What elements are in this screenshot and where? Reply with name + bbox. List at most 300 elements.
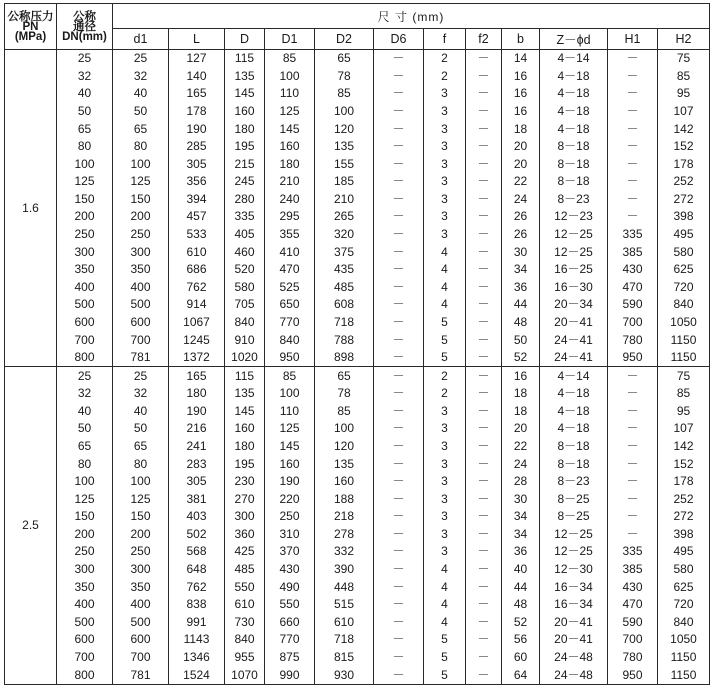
dn-value: 200: [57, 208, 113, 226]
dimension-cell: 12－25: [540, 526, 608, 544]
dimension-cell: 145: [265, 438, 315, 456]
dn-value: 300: [57, 561, 113, 579]
dimension-cell: 8－18: [540, 455, 608, 473]
table-row: [5, 314, 710, 332]
table-row: [5, 561, 710, 579]
dimension-cell: 135: [225, 385, 265, 403]
dimension-cell: 720: [658, 596, 710, 614]
dimension-cell: 20－34: [540, 296, 608, 314]
dimension-cell: 65: [315, 367, 374, 385]
column-header: D6: [374, 29, 424, 50]
dimension-cell: 398: [658, 208, 710, 226]
pn-value: 1.6: [5, 50, 57, 367]
dimension-cell: 4: [424, 261, 466, 279]
dimension-cell: 44: [502, 578, 540, 596]
dimension-cell: 3: [424, 473, 466, 491]
flange-dimension-table: [4, 3, 710, 685]
header-dimensions: 尺 寸 (mm): [113, 4, 710, 29]
dimension-cell: 1070: [225, 666, 265, 684]
dimension-cell: 18: [502, 403, 540, 421]
dimension-cell: －: [374, 85, 424, 103]
dimension-cell: 394: [169, 191, 225, 209]
dimension-cell: 152: [658, 138, 710, 156]
dimension-cell: 220: [265, 490, 315, 508]
dimension-cell: 115: [225, 50, 265, 68]
dimension-cell: 100: [265, 385, 315, 403]
dimension-cell: 470: [265, 261, 315, 279]
dimension-cell: 241: [169, 438, 225, 456]
dimension-cell: 350: [113, 261, 169, 279]
dimension-cell: 16: [502, 367, 540, 385]
dimension-cell: 20: [502, 420, 540, 438]
dimension-cell: 648: [169, 561, 225, 579]
dimension-cell: 1050: [658, 314, 710, 332]
dimension-cell: 216: [169, 420, 225, 438]
dimension-cell: －: [374, 50, 424, 68]
dn-value: 150: [57, 508, 113, 526]
dimension-cell: 781: [113, 349, 169, 367]
dimension-cell: －: [374, 314, 424, 332]
dimension-cell: －: [608, 50, 658, 68]
dimension-cell: －: [466, 279, 502, 297]
dn-value: 350: [57, 578, 113, 596]
dimension-cell: －: [374, 455, 424, 473]
column-header: f2: [466, 29, 502, 50]
dimension-cell: 20: [502, 155, 540, 173]
dimension-cell: 85: [315, 403, 374, 421]
dimension-cell: －: [466, 85, 502, 103]
dn-value: 65: [57, 120, 113, 138]
dimension-cell: －: [374, 403, 424, 421]
dn-value: 800: [57, 349, 113, 367]
dimension-cell: －: [608, 191, 658, 209]
dimension-cell: 180: [265, 155, 315, 173]
dimension-cell: 390: [315, 561, 374, 579]
dimension-cell: 12－23: [540, 208, 608, 226]
header-dn-line1: 公称: [73, 10, 96, 23]
dimension-cell: 110: [265, 85, 315, 103]
dimension-cell: 142: [658, 120, 710, 138]
dimension-cell: －: [374, 120, 424, 138]
dn-value: 40: [57, 85, 113, 103]
dimension-cell: －: [466, 561, 502, 579]
header-dn-line3: DN(mm): [62, 30, 107, 43]
dimension-cell: 4: [424, 243, 466, 261]
dimension-cell: －: [374, 103, 424, 121]
table-row: [5, 349, 710, 367]
dimension-cell: －: [374, 296, 424, 314]
dimension-cell: 8－25: [540, 508, 608, 526]
dimension-cell: －: [466, 226, 502, 244]
dimension-cell: 36: [502, 279, 540, 297]
dn-value: 400: [57, 279, 113, 297]
dn-value: 125: [57, 173, 113, 191]
dimension-cell: －: [466, 191, 502, 209]
dimension-cell: 700: [113, 649, 169, 667]
dimension-cell: 34: [502, 526, 540, 544]
dimension-cell: －: [466, 403, 502, 421]
dimension-cell: 590: [608, 614, 658, 632]
dimension-cell: 95: [658, 85, 710, 103]
dimension-cell: 85: [658, 385, 710, 403]
dimension-cell: 470: [608, 279, 658, 297]
dimension-cell: 4－18: [540, 385, 608, 403]
dimension-cell: －: [466, 490, 502, 508]
dimension-cell: 8－25: [540, 490, 608, 508]
table-row: [5, 331, 710, 349]
dimension-cell: 190: [265, 473, 315, 491]
dimension-cell: 20－41: [540, 614, 608, 632]
dimension-cell: －: [466, 296, 502, 314]
dimension-cell: 85: [265, 367, 315, 385]
dimension-cell: －: [466, 385, 502, 403]
dimension-cell: －: [466, 243, 502, 261]
dimension-cell: 95: [658, 403, 710, 421]
dimension-cell: 660: [265, 614, 315, 632]
dimension-cell: 300: [113, 561, 169, 579]
dimension-cell: 930: [315, 666, 374, 684]
dimension-cell: 215: [225, 155, 265, 173]
dimension-cell: 3: [424, 455, 466, 473]
dimension-cell: 385: [608, 243, 658, 261]
dimension-cell: 125: [113, 173, 169, 191]
dimension-cell: －: [374, 138, 424, 156]
dimension-cell: 80: [113, 138, 169, 156]
dn-value: 25: [57, 50, 113, 68]
dimension-cell: 145: [265, 120, 315, 138]
dimension-cell: 320: [315, 226, 374, 244]
dimension-cell: －: [374, 208, 424, 226]
dimension-cell: 75: [658, 367, 710, 385]
dn-value: 50: [57, 420, 113, 438]
dimension-cell: －: [374, 508, 424, 526]
header-dn: [57, 4, 113, 50]
dimension-cell: 400: [113, 279, 169, 297]
dn-value: 300: [57, 243, 113, 261]
dimension-cell: 4: [424, 561, 466, 579]
dimension-cell: －: [466, 208, 502, 226]
dimension-cell: 24: [502, 191, 540, 209]
dimension-cell: 100: [265, 68, 315, 86]
dimension-cell: 218: [315, 508, 374, 526]
dimension-cell: 838: [169, 596, 225, 614]
dimension-cell: －: [608, 68, 658, 86]
dimension-cell: 310: [265, 526, 315, 544]
dn-value: 600: [57, 631, 113, 649]
dimension-cell: 5: [424, 331, 466, 349]
dimension-cell: 150: [113, 508, 169, 526]
dimension-cell: 16－30: [540, 279, 608, 297]
dimension-cell: －: [374, 666, 424, 684]
dimension-cell: 305: [169, 473, 225, 491]
dimension-cell: 16－25: [540, 261, 608, 279]
dimension-cell: 5: [424, 349, 466, 367]
dimension-cell: 950: [608, 666, 658, 684]
dimension-cell: 400: [113, 596, 169, 614]
table-row: [5, 50, 710, 68]
dimension-cell: 283: [169, 455, 225, 473]
dimension-cell: 28: [502, 473, 540, 491]
dn-value: 200: [57, 526, 113, 544]
dimension-cell: 44: [502, 296, 540, 314]
dimension-cell: 180: [225, 120, 265, 138]
dimension-cell: 335: [608, 226, 658, 244]
dimension-cell: 250: [113, 226, 169, 244]
table-row: [5, 490, 710, 508]
dimension-cell: 457: [169, 208, 225, 226]
dn-value: 350: [57, 261, 113, 279]
dimension-cell: 16: [502, 68, 540, 86]
dimension-cell: 590: [608, 296, 658, 314]
dimension-cell: －: [374, 331, 424, 349]
dn-value: 50: [57, 103, 113, 121]
dimension-cell: 50: [502, 331, 540, 349]
dimension-cell: －: [374, 473, 424, 491]
dimension-cell: 22: [502, 173, 540, 191]
dimension-cell: 3: [424, 438, 466, 456]
dimension-cell: 36: [502, 543, 540, 561]
dimension-cell: －: [466, 543, 502, 561]
dimension-cell: 107: [658, 420, 710, 438]
dimension-cell: －: [374, 631, 424, 649]
dimension-cell: 12－25: [540, 243, 608, 261]
dimension-cell: 195: [225, 138, 265, 156]
dimension-cell: 950: [608, 349, 658, 367]
dimension-cell: 300: [113, 243, 169, 261]
dimension-cell: 1020: [225, 349, 265, 367]
dimension-cell: 125: [265, 420, 315, 438]
dimension-cell: 1245: [169, 331, 225, 349]
dimension-cell: 3: [424, 85, 466, 103]
dimension-cell: 840: [225, 631, 265, 649]
dimension-cell: 600: [113, 314, 169, 332]
dimension-cell: 4－18: [540, 403, 608, 421]
dimension-cell: 16: [502, 85, 540, 103]
dimension-cell: 16: [502, 103, 540, 121]
table-row: [5, 420, 710, 438]
dimension-cell: 8－18: [540, 173, 608, 191]
table-row: [5, 455, 710, 473]
dimension-cell: 125: [265, 103, 315, 121]
dimension-cell: 625: [658, 261, 710, 279]
column-header: Z－ϕd: [540, 29, 608, 50]
dimension-cell: 280: [225, 191, 265, 209]
table-row: [5, 578, 710, 596]
dimension-cell: 32: [113, 68, 169, 86]
dimension-cell: 165: [169, 85, 225, 103]
dimension-cell: 490: [265, 578, 315, 596]
dimension-cell: －: [374, 68, 424, 86]
dimension-cell: 12－25: [540, 226, 608, 244]
dimension-cell: 120: [315, 120, 374, 138]
dimension-cell: 4: [424, 596, 466, 614]
dimension-cell: 160: [265, 455, 315, 473]
dimension-cell: 500: [113, 296, 169, 314]
dimension-cell: 718: [315, 631, 374, 649]
dimension-cell: －: [466, 120, 502, 138]
dimension-cell: 403: [169, 508, 225, 526]
dimension-cell: 3: [424, 173, 466, 191]
dimension-cell: 120: [315, 438, 374, 456]
dimension-cell: 250: [265, 508, 315, 526]
dimension-cell: －: [374, 438, 424, 456]
pn-value: 2.5: [5, 367, 57, 684]
table-row: [5, 68, 710, 86]
dn-value: 40: [57, 403, 113, 421]
dimension-cell: －: [466, 173, 502, 191]
table-row: [5, 367, 710, 385]
dimension-cell: －: [466, 314, 502, 332]
dn-value: 150: [57, 191, 113, 209]
dn-value: 700: [57, 331, 113, 349]
table-row: [5, 173, 710, 191]
dimension-cell: 410: [265, 243, 315, 261]
dimension-cell: 25: [113, 367, 169, 385]
dimension-cell: －: [466, 614, 502, 632]
dimension-cell: 245: [225, 173, 265, 191]
table-row: [5, 438, 710, 456]
dimension-cell: 580: [658, 243, 710, 261]
dimension-cell: 272: [658, 508, 710, 526]
table-row: [5, 508, 710, 526]
dimension-cell: 18: [502, 385, 540, 403]
dimension-cell: 180: [169, 385, 225, 403]
dimension-cell: 788: [315, 331, 374, 349]
dimension-cell: 285: [169, 138, 225, 156]
dimension-cell: 25: [113, 50, 169, 68]
dimension-cell: 4－18: [540, 420, 608, 438]
dimension-cell: 4－18: [540, 120, 608, 138]
dimension-cell: 360: [225, 526, 265, 544]
dimension-cell: －: [374, 367, 424, 385]
dimension-cell: 250: [113, 543, 169, 561]
dimension-cell: －: [466, 138, 502, 156]
dimension-cell: 1150: [658, 349, 710, 367]
dimension-cell: 16－34: [540, 596, 608, 614]
dimension-cell: 520: [225, 261, 265, 279]
flange-dimension-table-container: [4, 3, 710, 685]
dimension-cell: 2: [424, 385, 466, 403]
dimension-cell: 152: [658, 455, 710, 473]
dimension-cell: 305: [169, 155, 225, 173]
dn-value: 700: [57, 649, 113, 667]
dimension-cell: 65: [113, 120, 169, 138]
dimension-cell: 78: [315, 385, 374, 403]
dimension-cell: 3: [424, 191, 466, 209]
dimension-cell: －: [608, 367, 658, 385]
dimension-cell: 115: [225, 367, 265, 385]
dimension-cell: 3: [424, 120, 466, 138]
dimension-cell: 770: [265, 314, 315, 332]
dimension-cell: 127: [169, 50, 225, 68]
dimension-cell: 8－18: [540, 438, 608, 456]
dimension-cell: －: [608, 455, 658, 473]
dimension-cell: －: [608, 208, 658, 226]
dimension-cell: 700: [113, 331, 169, 349]
dimension-cell: 3: [424, 403, 466, 421]
dimension-cell: 5: [424, 314, 466, 332]
table-row: [5, 649, 710, 667]
dimension-cell: －: [608, 403, 658, 421]
dimension-cell: 1150: [658, 649, 710, 667]
dimension-cell: 840: [658, 614, 710, 632]
dimension-cell: －: [374, 385, 424, 403]
dimension-cell: 278: [315, 526, 374, 544]
dimension-cell: 3: [424, 226, 466, 244]
dimension-cell: 370: [265, 543, 315, 561]
dimension-cell: －: [608, 473, 658, 491]
dimension-cell: －: [608, 385, 658, 403]
dimension-cell: 8－18: [540, 155, 608, 173]
dimension-cell: 20－41: [540, 631, 608, 649]
dimension-cell: 2: [424, 68, 466, 86]
dimension-cell: －: [374, 649, 424, 667]
dimension-cell: 3: [424, 508, 466, 526]
dimension-cell: 533: [169, 226, 225, 244]
dimension-cell: 190: [169, 403, 225, 421]
dimension-cell: 24－41: [540, 349, 608, 367]
dimension-cell: 50: [113, 103, 169, 121]
dimension-cell: 332: [315, 543, 374, 561]
dimension-cell: 515: [315, 596, 374, 614]
dimension-cell: 4: [424, 578, 466, 596]
dimension-cell: 100: [113, 155, 169, 173]
table-row: [5, 385, 710, 403]
dimension-cell: －: [608, 138, 658, 156]
dimension-cell: 135: [225, 68, 265, 86]
dimension-cell: 40: [113, 403, 169, 421]
dimension-cell: －: [374, 614, 424, 632]
dimension-cell: －: [374, 349, 424, 367]
dimension-cell: －: [466, 261, 502, 279]
dimension-cell: 185: [315, 173, 374, 191]
dimension-cell: 14: [502, 50, 540, 68]
dimension-cell: 398: [658, 526, 710, 544]
dimension-cell: －: [374, 261, 424, 279]
dimension-cell: －: [608, 438, 658, 456]
dimension-cell: 650: [265, 296, 315, 314]
dimension-cell: 4－14: [540, 50, 608, 68]
dimension-cell: －: [466, 420, 502, 438]
dimension-cell: 100: [113, 473, 169, 491]
dimension-cell: －: [466, 155, 502, 173]
dimension-cell: －: [608, 155, 658, 173]
dimension-cell: 16－34: [540, 578, 608, 596]
dimension-cell: －: [466, 438, 502, 456]
dimension-cell: 1372: [169, 349, 225, 367]
dimension-cell: 65: [315, 50, 374, 68]
dimension-cell: 26: [502, 208, 540, 226]
dn-value: 600: [57, 314, 113, 332]
dimension-cell: 608: [315, 296, 374, 314]
dimension-cell: 625: [658, 578, 710, 596]
dimension-cell: 178: [658, 473, 710, 491]
dimension-cell: 100: [315, 103, 374, 121]
table-row: [5, 543, 710, 561]
dn-value: 80: [57, 138, 113, 156]
dimension-cell: 718: [315, 314, 374, 332]
dimension-cell: 24: [502, 455, 540, 473]
table-row: [5, 103, 710, 121]
table-row: [5, 666, 710, 684]
dimension-cell: 8－23: [540, 473, 608, 491]
dimension-cell: 840: [225, 314, 265, 332]
dn-value: 25: [57, 367, 113, 385]
column-header: b: [502, 29, 540, 50]
dimension-cell: 180: [225, 438, 265, 456]
dimension-cell: 350: [113, 578, 169, 596]
dimension-cell: 335: [225, 208, 265, 226]
